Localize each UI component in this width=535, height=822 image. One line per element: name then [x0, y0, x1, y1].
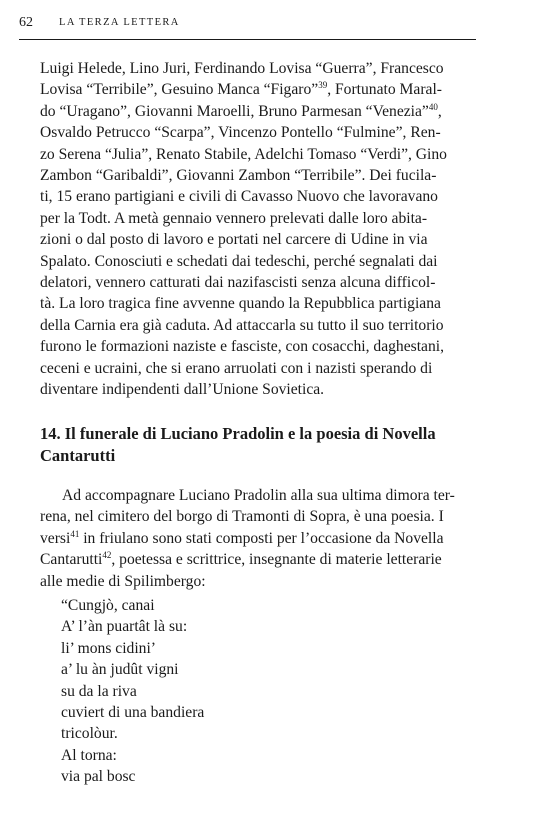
- text-line: Luigi Helede, Lino Juri, Ferdinando Lovisa “Guerra”, Francesco: [40, 60, 444, 77]
- body-paragraph: [40, 485, 476, 592]
- footnote-ref[interactable]: 41: [70, 528, 80, 539]
- text-line: Lovisa “Terribile”, Gesuino Manca “Figaro”: [40, 81, 319, 99]
- page-header: [19, 13, 476, 39]
- text-line: in friulano sono stati composti per l’occasione da Novella: [79, 529, 444, 547]
- text-line: della Carnia era già caduta. Ad attaccarla su tutto il suo territorio: [40, 316, 444, 334]
- footnote-ref[interactable]: 42: [102, 550, 112, 561]
- text-line: Ad accompagnare Luciano Pradolin alla sua ultima dimora ter-: [62, 487, 455, 504]
- text-line: diventare indipendenti dall’Unione Sovietica.: [40, 381, 325, 399]
- footnote-ref[interactable]: 40: [428, 101, 438, 112]
- text-line: tà. La loro tragica fine avvenne quando la Repubblica partigiana: [40, 295, 441, 313]
- poem-line: A’ l’àn puartât là su:: [61, 618, 188, 636]
- text-line: delatori, vennero catturati dai nazifascisti senza alcuna difficol-: [40, 274, 436, 292]
- header-rule: [19, 39, 476, 40]
- section-heading-line: 14. Il funerale di Luciano Pradolin e la poesia di Novella: [40, 424, 436, 443]
- text-line: Zambon “Garibaldi”, Giovanni Zambon “Terribile”. Dei fucila-: [40, 167, 437, 185]
- text-line: ti, 15 erano partigiani e civili di Cavasso Nuovo che lavoravano: [40, 188, 438, 206]
- section-heading: [40, 423, 476, 466]
- text-line: alle medie di Spilimbergo:: [40, 572, 206, 590]
- poem-line: cuviert di una bandiera: [61, 704, 205, 722]
- running-title: LA TERZA LETTERA: [59, 17, 180, 28]
- poem-line: via pal bosc: [61, 768, 136, 786]
- text-line: ,: [437, 102, 442, 120]
- footnote-ref[interactable]: 39: [318, 80, 328, 91]
- text-line: Cantarutti: [40, 551, 103, 569]
- text-line: versi: [40, 529, 71, 547]
- body-paragraph: [40, 58, 476, 401]
- text-line: Spalato. Conosciuti e schedati dai tedeschi, perché segnalati dai: [40, 252, 438, 270]
- text-line: per la Todt. A metà gennaio vennero prelevati dalle loro abita-: [40, 209, 428, 227]
- poem-line: Al torna:: [61, 747, 117, 764]
- text-line: zioni o dal posto di lavoro e portati nel carcere di Udine in via: [40, 231, 428, 249]
- page-number: 62: [19, 15, 33, 30]
- text-line: rena, nel cimitero del borgo di Tramonti di Sopra, è una poesia. I: [40, 508, 444, 526]
- text-line: , Fortunato Maral-: [327, 81, 442, 99]
- text-line: zo Serena “Julia”, Renato Stabile, Adelchi Tomaso “Verdi”, Gino: [40, 145, 447, 163]
- poem-stanza: [61, 595, 461, 745]
- text-line: furono le formazioni naziste e fasciste, con cosacchi, daghestani,: [40, 338, 444, 356]
- poem-line: tricolòur.: [61, 725, 118, 743]
- poem-line: a’ lu àn judût vigni: [61, 661, 179, 679]
- poem-line: li’ mons cidini’: [61, 639, 156, 657]
- section-heading-line: Cantarutti: [40, 445, 116, 465]
- text-line: Osvaldo Petrucco “Scarpa”, Vincenzo Pontello “Fulmine”, Ren-: [40, 124, 441, 142]
- poem-stanza: [61, 745, 461, 788]
- poem-line: “Cungjò, canai: [61, 597, 155, 614]
- text-line: , poetessa e scrittrice, insegnante di materie letterarie: [111, 551, 442, 569]
- poem-line: su da la riva: [61, 682, 137, 700]
- text-line: ceceni e ucraini, che si erano arruolati con i nazisti sperando di: [40, 359, 433, 377]
- text-line: do “Uragano”, Giovanni Maroelli, Bruno Parmesan “Venezia”: [40, 102, 429, 120]
